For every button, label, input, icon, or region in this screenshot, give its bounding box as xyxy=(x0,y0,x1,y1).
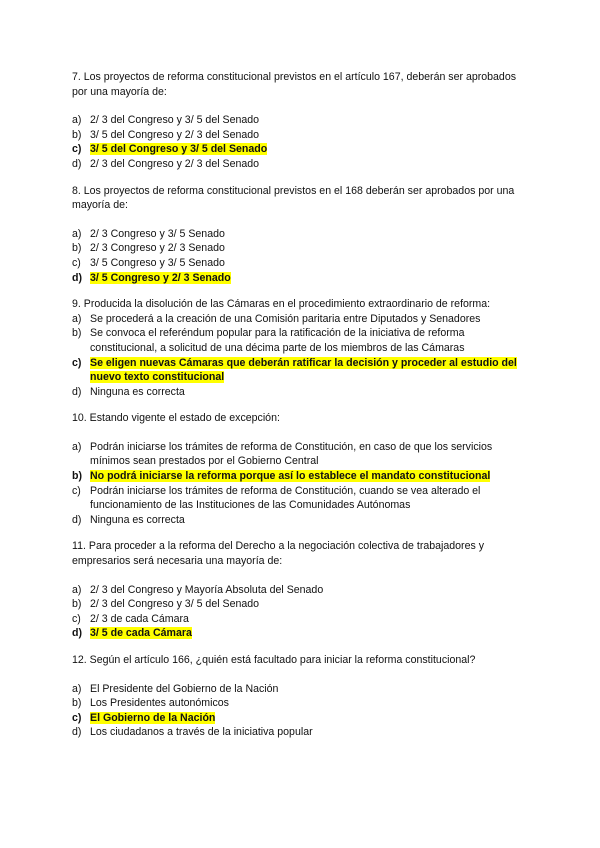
option-letter: d) xyxy=(72,627,82,640)
option-letter: a) xyxy=(72,227,82,240)
option-letter: d) xyxy=(72,385,82,398)
option-a xyxy=(72,312,530,327)
option-list xyxy=(72,682,530,740)
question-12 xyxy=(72,653,530,740)
option-letter: d) xyxy=(72,726,82,739)
option-c xyxy=(72,256,530,271)
option-text: Ninguna es correcta xyxy=(90,385,185,398)
option-a xyxy=(72,440,530,469)
option-text: Los ciudadanos a través de la iniciativa popular xyxy=(90,726,313,739)
question-10 xyxy=(72,411,530,527)
option-text-highlighted: El Gobierno de la Nación xyxy=(90,711,216,724)
option-letter: a) xyxy=(72,312,82,325)
option-a xyxy=(72,113,530,128)
option-text: Podrán iniciarse los trámites de reforma de Constitución, cuando se vea alterado el funcionamiento de las Instituciones de las Comunidades Autónomas xyxy=(90,484,481,512)
question-text: 7. Los proyectos de reforma constitucional previstos en el artículo 167, deberán ser aprobados por una mayoría de: xyxy=(72,71,517,98)
option-c-correct xyxy=(72,142,530,157)
option-d-correct xyxy=(72,626,530,641)
question-8 xyxy=(72,184,530,286)
option-d xyxy=(72,725,530,740)
option-letter: d) xyxy=(72,157,82,170)
option-b xyxy=(72,128,530,143)
question-text: 9. Producida la disolución de las Cámaras en el procedimiento extraordinario de reforma: xyxy=(72,298,491,311)
option-c xyxy=(72,484,530,513)
option-c-correct xyxy=(72,356,530,385)
option-letter: c) xyxy=(72,356,82,369)
option-letter: c) xyxy=(72,143,82,156)
option-list xyxy=(72,440,530,528)
option-text: Se convoca el referéndum popular para la ratificación de la iniciativa de reforma constitucional, a solicitud de una décima parte de los miembros de las Cámaras xyxy=(90,327,465,354)
option-letter: b) xyxy=(72,598,82,611)
option-text-highlighted: 3/ 5 del Congreso y 3/ 5 del Senado xyxy=(90,143,268,156)
option-b xyxy=(72,597,530,612)
option-letter: c) xyxy=(72,711,82,724)
option-letter: b) xyxy=(72,327,82,340)
option-text: 2/ 3 del Congreso y 3/ 5 del Senado xyxy=(90,598,260,611)
option-d xyxy=(72,385,530,400)
option-letter: d) xyxy=(72,513,82,526)
question-text: 11. Para proceder a la reforma del Derecho a la negociación colectiva de trabajadores y empresarios será necesaria una mayoría de: xyxy=(72,540,485,568)
option-letter: a) xyxy=(72,682,82,695)
option-list xyxy=(72,227,530,285)
option-letter: b) xyxy=(72,128,82,141)
option-a xyxy=(72,682,530,697)
option-b xyxy=(72,326,530,355)
option-text-highlighted: 3/ 5 de cada Cámara xyxy=(90,627,192,640)
option-letter: a) xyxy=(72,583,82,596)
option-text: 2/ 3 Congreso y 2/ 3 Senado xyxy=(90,242,225,255)
option-letter: d) xyxy=(72,271,82,284)
option-letter: b) xyxy=(72,470,82,483)
option-text: 2/ 3 Congreso y 3/ 5 Senado xyxy=(90,227,225,240)
option-c xyxy=(72,612,530,627)
option-d xyxy=(72,157,530,172)
option-letter: b) xyxy=(72,697,82,710)
option-text-highlighted: Se eligen nuevas Cámaras que deberán ratificar la decisión y proceder al estudio del nuevo texto constitucional xyxy=(90,356,517,384)
option-text: 2/ 3 del Congreso y 3/ 5 del Senado xyxy=(90,114,260,127)
question-text: 8. Los proyectos de reforma constitucional previstos en el 168 deberán ser aprobados por una mayoría de: xyxy=(72,184,515,212)
option-text: Ninguna es correcta xyxy=(90,513,185,526)
question-7 xyxy=(72,70,530,172)
option-letter: a) xyxy=(72,440,82,453)
option-text: 2/ 3 de cada Cámara xyxy=(90,612,189,625)
question-text: 12. Según el artículo 166, ¿quién está facultado para iniciar la reforma constitucional? xyxy=(72,654,476,666)
option-text-highlighted: No podrá iniciarse la reforma porque así lo establece el mandato constitucional xyxy=(90,470,491,483)
option-text: 2/ 3 del Congreso y Mayoría Absoluta del Senado xyxy=(90,583,324,596)
option-list xyxy=(72,583,530,641)
option-text: Los Presidentes autonómicos xyxy=(90,697,229,710)
option-letter: c) xyxy=(72,256,81,269)
option-letter: c) xyxy=(72,612,81,625)
option-c-correct xyxy=(72,711,530,726)
option-a xyxy=(72,227,530,242)
question-9 xyxy=(72,297,530,399)
option-b xyxy=(72,241,530,256)
question-11 xyxy=(72,539,530,641)
option-b xyxy=(72,696,530,711)
option-text: Se procederá a la creación de una Comisión paritaria entre Diputados y Senadores xyxy=(90,312,481,325)
option-text: Podrán iniciarse los trámites de reforma de Constitución, en caso de que los servicios mínimos sean prestados por el Gobierno Central xyxy=(90,440,493,468)
option-text: El Presidente del Gobierno de la Nación xyxy=(90,682,279,695)
option-d xyxy=(72,513,530,528)
option-b-correct xyxy=(72,469,530,484)
question-text: 10. Estando vigente el estado de excepción: xyxy=(72,412,280,425)
option-text: 3/ 5 Congreso y 3/ 5 Senado xyxy=(90,256,225,269)
option-d-correct xyxy=(72,271,530,286)
option-text: 3/ 5 del Congreso y 2/ 3 del Senado xyxy=(90,128,260,141)
option-letter: c) xyxy=(72,484,81,497)
option-list xyxy=(72,312,530,400)
option-letter: a) xyxy=(72,114,82,127)
option-text-highlighted: 3/ 5 Congreso y 2/ 3 Senado xyxy=(90,271,231,284)
option-letter: b) xyxy=(72,242,82,255)
option-a xyxy=(72,583,530,598)
option-list xyxy=(72,113,530,171)
option-text: 2/ 3 del Congreso y 2/ 3 del Senado xyxy=(90,157,260,170)
